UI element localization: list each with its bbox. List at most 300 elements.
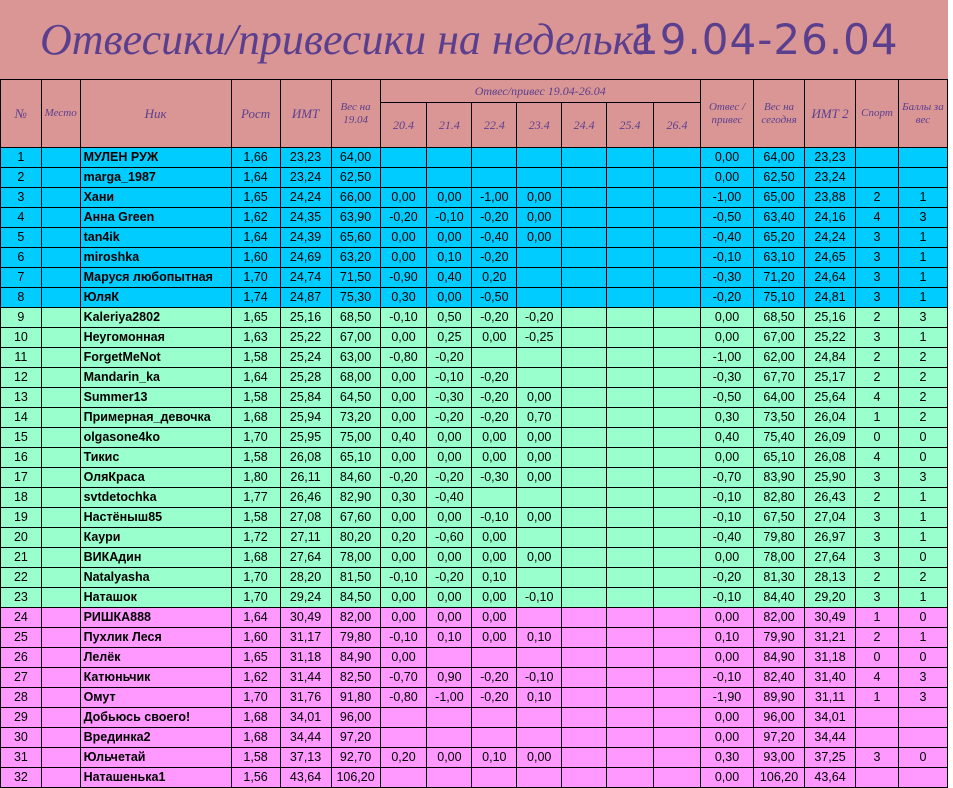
cell-day: 0,00 bbox=[472, 608, 517, 628]
cell-sport bbox=[856, 168, 899, 188]
cell-day bbox=[562, 688, 607, 708]
cell-bmi2: 31,21 bbox=[805, 628, 856, 648]
cell-day: -0,20 bbox=[472, 308, 517, 328]
table-row bbox=[1, 208, 948, 228]
cell-day bbox=[517, 568, 562, 588]
cell-day: 0,00 bbox=[517, 448, 562, 468]
table-row bbox=[1, 328, 948, 348]
cell-weight-today: 96,00 bbox=[754, 708, 805, 728]
cell-day bbox=[653, 208, 700, 228]
cell-height: 1,65 bbox=[231, 648, 280, 668]
cell-day: 0,00 bbox=[517, 428, 562, 448]
cell-num: 30 bbox=[1, 728, 42, 748]
cell-change: -0,20 bbox=[700, 568, 753, 588]
cell-points: 0 bbox=[898, 428, 947, 448]
cell-bmi: 26,46 bbox=[280, 488, 331, 508]
cell-day bbox=[427, 708, 472, 728]
cell-bmi: 25,24 bbox=[280, 348, 331, 368]
cell-place bbox=[41, 428, 80, 448]
cell-weight-start: 96,00 bbox=[331, 708, 380, 728]
cell-nick: Наташок bbox=[80, 588, 231, 608]
table-row bbox=[1, 168, 948, 188]
cell-place bbox=[41, 568, 80, 588]
cell-place bbox=[41, 688, 80, 708]
cell-height: 1,70 bbox=[231, 688, 280, 708]
cell-change: 0,00 bbox=[700, 708, 753, 728]
cell-day: 0,00 bbox=[380, 188, 427, 208]
cell-weight-start: 106,20 bbox=[331, 768, 380, 788]
cell-height: 1,70 bbox=[231, 588, 280, 608]
cell-day bbox=[562, 428, 607, 448]
cell-day bbox=[607, 708, 654, 728]
cell-day bbox=[562, 168, 607, 188]
cell-change: 0,40 bbox=[700, 428, 753, 448]
table-row bbox=[1, 548, 948, 568]
cell-points: 0 bbox=[898, 448, 947, 468]
cell-place bbox=[41, 448, 80, 468]
cell-points: 1 bbox=[898, 268, 947, 288]
cell-day: 0,00 bbox=[427, 748, 472, 768]
cell-points: 1 bbox=[898, 628, 947, 648]
cell-change: -0,20 bbox=[700, 288, 753, 308]
header-height: Рост bbox=[231, 80, 280, 148]
cell-weight-start: 80,20 bbox=[331, 528, 380, 548]
cell-sport: 0 bbox=[856, 648, 899, 668]
cell-day: -0,20 bbox=[472, 368, 517, 388]
cell-bmi2: 31,40 bbox=[805, 668, 856, 688]
cell-points: 1 bbox=[898, 508, 947, 528]
cell-num: 4 bbox=[1, 208, 42, 228]
cell-day bbox=[562, 388, 607, 408]
cell-bmi2: 25,22 bbox=[805, 328, 856, 348]
cell-day bbox=[653, 268, 700, 288]
cell-nick: Каури bbox=[80, 528, 231, 548]
cell-day: 0,10 bbox=[472, 748, 517, 768]
cell-weight-start: 75,30 bbox=[331, 288, 380, 308]
cell-points: 1 bbox=[898, 288, 947, 308]
cell-day bbox=[607, 568, 654, 588]
cell-height: 1,68 bbox=[231, 408, 280, 428]
cell-day bbox=[562, 188, 607, 208]
cell-day: -0,20 bbox=[472, 388, 517, 408]
cell-sport: 3 bbox=[856, 248, 899, 268]
cell-day: -0,10 bbox=[517, 588, 562, 608]
cell-day bbox=[562, 748, 607, 768]
cell-bmi: 29,24 bbox=[280, 588, 331, 608]
cell-day: -0,20 bbox=[472, 408, 517, 428]
cell-change: -0,10 bbox=[700, 668, 753, 688]
cell-sport: 2 bbox=[856, 568, 899, 588]
cell-weight-today: 67,70 bbox=[754, 368, 805, 388]
cell-height: 1,74 bbox=[231, 288, 280, 308]
cell-weight-start: 67,60 bbox=[331, 508, 380, 528]
cell-day: -0,25 bbox=[517, 328, 562, 348]
page-title bbox=[0, 0, 948, 79]
cell-change: 0,30 bbox=[700, 408, 753, 428]
table-row bbox=[1, 508, 948, 528]
cell-points bbox=[898, 148, 947, 168]
cell-day bbox=[653, 628, 700, 648]
cell-day bbox=[517, 268, 562, 288]
cell-day: -0,10 bbox=[427, 208, 472, 228]
cell-nick: Наташенька1 bbox=[80, 768, 231, 788]
cell-day bbox=[653, 388, 700, 408]
cell-weight-start: 82,50 bbox=[331, 668, 380, 688]
cell-nick: marga_1987 bbox=[80, 168, 231, 188]
cell-num: 9 bbox=[1, 308, 42, 328]
cell-day: 0,20 bbox=[472, 268, 517, 288]
cell-day: 0,00 bbox=[472, 628, 517, 648]
cell-place bbox=[41, 248, 80, 268]
cell-place bbox=[41, 308, 80, 328]
cell-sport: 3 bbox=[856, 508, 899, 528]
cell-day: 0,00 bbox=[380, 368, 427, 388]
cell-day bbox=[607, 168, 654, 188]
cell-day bbox=[653, 748, 700, 768]
cell-place bbox=[41, 268, 80, 288]
cell-weight-today: 65,20 bbox=[754, 228, 805, 248]
cell-day bbox=[607, 528, 654, 548]
cell-day: 0,00 bbox=[427, 548, 472, 568]
cell-change: -0,70 bbox=[700, 468, 753, 488]
cell-bmi2: 25,90 bbox=[805, 468, 856, 488]
table-row bbox=[1, 148, 948, 168]
cell-day: -0,20 bbox=[472, 248, 517, 268]
cell-num: 3 bbox=[1, 188, 42, 208]
cell-points: 0 bbox=[898, 748, 947, 768]
cell-weight-today: 84,40 bbox=[754, 588, 805, 608]
cell-bmi: 25,16 bbox=[280, 308, 331, 328]
cell-day bbox=[517, 248, 562, 268]
cell-sport: 4 bbox=[856, 388, 899, 408]
cell-weight-start: 65,60 bbox=[331, 228, 380, 248]
cell-nick: Пухлик Леся bbox=[80, 628, 231, 648]
cell-day bbox=[562, 728, 607, 748]
cell-day bbox=[653, 568, 700, 588]
cell-day bbox=[607, 648, 654, 668]
cell-day bbox=[653, 468, 700, 488]
cell-day bbox=[562, 528, 607, 548]
cell-num: 21 bbox=[1, 548, 42, 568]
table-row bbox=[1, 688, 948, 708]
cell-sport: 0 bbox=[856, 428, 899, 448]
cell-day bbox=[562, 708, 607, 728]
cell-place bbox=[41, 168, 80, 188]
cell-place bbox=[41, 468, 80, 488]
cell-day: -0,20 bbox=[380, 208, 427, 228]
cell-sport: 2 bbox=[856, 308, 899, 328]
cell-weight-start: 63,90 bbox=[331, 208, 380, 228]
cell-weight-start: 81,50 bbox=[331, 568, 380, 588]
cell-height: 1,58 bbox=[231, 388, 280, 408]
cell-bmi: 25,22 bbox=[280, 328, 331, 348]
cell-height: 1,62 bbox=[231, 668, 280, 688]
cell-day: 0,20 bbox=[380, 748, 427, 768]
cell-change: 0,00 bbox=[700, 648, 753, 668]
cell-nick: ВИКАдин bbox=[80, 548, 231, 568]
title-text: Отвесики/привесики на недельке bbox=[40, 15, 652, 64]
cell-day: -0,20 bbox=[517, 308, 562, 328]
cell-weight-start: 82,90 bbox=[331, 488, 380, 508]
cell-points: 2 bbox=[898, 388, 947, 408]
cell-num: 19 bbox=[1, 508, 42, 528]
cell-day bbox=[653, 248, 700, 268]
cell-change: 0,00 bbox=[700, 448, 753, 468]
cell-day bbox=[653, 528, 700, 548]
cell-num: 31 bbox=[1, 748, 42, 768]
cell-change: -1,90 bbox=[700, 688, 753, 708]
cell-day bbox=[562, 228, 607, 248]
table-row bbox=[1, 568, 948, 588]
cell-bmi: 24,74 bbox=[280, 268, 331, 288]
cell-height: 1,58 bbox=[231, 448, 280, 468]
cell-day: -0,40 bbox=[427, 488, 472, 508]
cell-weight-start: 79,80 bbox=[331, 628, 380, 648]
cell-weight-today: 64,00 bbox=[754, 148, 805, 168]
cell-day bbox=[472, 648, 517, 668]
cell-day bbox=[562, 368, 607, 388]
cell-bmi2: 26,09 bbox=[805, 428, 856, 448]
cell-day: -0,20 bbox=[427, 348, 472, 368]
cell-day bbox=[380, 708, 427, 728]
cell-weight-start: 63,00 bbox=[331, 348, 380, 368]
cell-day bbox=[607, 208, 654, 228]
cell-height: 1,58 bbox=[231, 508, 280, 528]
cell-points: 2 bbox=[898, 568, 947, 588]
cell-day bbox=[562, 408, 607, 428]
header-day: 22.4 bbox=[472, 103, 517, 148]
cell-day bbox=[607, 688, 654, 708]
table-row bbox=[1, 228, 948, 248]
header-daily-group: Отвес/привес 19.04-26.04 bbox=[380, 80, 700, 103]
cell-place bbox=[41, 368, 80, 388]
cell-sport: 2 bbox=[856, 368, 899, 388]
cell-points: 3 bbox=[898, 208, 947, 228]
cell-bmi: 25,95 bbox=[280, 428, 331, 448]
cell-weight-start: 84,50 bbox=[331, 588, 380, 608]
cell-points: 1 bbox=[898, 328, 947, 348]
cell-nick: olgasone4ko bbox=[80, 428, 231, 448]
cell-weight-today: 97,20 bbox=[754, 728, 805, 748]
cell-day bbox=[380, 728, 427, 748]
cell-bmi2: 26,97 bbox=[805, 528, 856, 548]
cell-change: 0,30 bbox=[700, 748, 753, 768]
cell-bmi2: 37,25 bbox=[805, 748, 856, 768]
cell-nick: Примерная_девочка bbox=[80, 408, 231, 428]
cell-day bbox=[653, 728, 700, 748]
cell-bmi2: 24,64 bbox=[805, 268, 856, 288]
cell-day bbox=[653, 308, 700, 328]
cell-num: 7 bbox=[1, 268, 42, 288]
cell-nick: РИШКА888 bbox=[80, 608, 231, 628]
cell-day bbox=[653, 708, 700, 728]
cell-day bbox=[653, 348, 700, 368]
cell-day bbox=[653, 188, 700, 208]
cell-day bbox=[653, 328, 700, 348]
cell-day bbox=[653, 408, 700, 428]
cell-bmi: 25,84 bbox=[280, 388, 331, 408]
cell-weight-today: 93,00 bbox=[754, 748, 805, 768]
cell-change: -0,10 bbox=[700, 248, 753, 268]
cell-day bbox=[517, 348, 562, 368]
cell-day bbox=[562, 248, 607, 268]
cell-weight-today: 89,90 bbox=[754, 688, 805, 708]
cell-day bbox=[517, 168, 562, 188]
cell-height: 1,60 bbox=[231, 248, 280, 268]
cell-bmi2: 25,17 bbox=[805, 368, 856, 388]
cell-bmi2: 24,16 bbox=[805, 208, 856, 228]
cell-height: 1,72 bbox=[231, 528, 280, 548]
cell-day bbox=[562, 668, 607, 688]
cell-day bbox=[607, 448, 654, 468]
cell-day bbox=[607, 148, 654, 168]
cell-sport: 2 bbox=[856, 488, 899, 508]
cell-day: -0,10 bbox=[427, 368, 472, 388]
cell-points bbox=[898, 728, 947, 748]
cell-day bbox=[562, 268, 607, 288]
cell-bmi: 31,18 bbox=[280, 648, 331, 668]
cell-day bbox=[517, 708, 562, 728]
cell-day bbox=[607, 488, 654, 508]
cell-nick: miroshka bbox=[80, 248, 231, 268]
cell-sport: 3 bbox=[856, 528, 899, 548]
cell-weight-today: 64,00 bbox=[754, 388, 805, 408]
cell-num: 25 bbox=[1, 628, 42, 648]
cell-day bbox=[562, 348, 607, 368]
cell-day bbox=[607, 748, 654, 768]
cell-place bbox=[41, 528, 80, 548]
cell-points: 1 bbox=[898, 188, 947, 208]
cell-num: 26 bbox=[1, 648, 42, 668]
cell-day bbox=[607, 248, 654, 268]
cell-points: 3 bbox=[898, 308, 947, 328]
cell-bmi: 25,28 bbox=[280, 368, 331, 388]
cell-bmi: 26,11 bbox=[280, 468, 331, 488]
cell-bmi: 37,13 bbox=[280, 748, 331, 768]
cell-day bbox=[607, 188, 654, 208]
cell-day bbox=[427, 148, 472, 168]
cell-day bbox=[653, 668, 700, 688]
cell-day bbox=[380, 168, 427, 188]
cell-change: 0,00 bbox=[700, 328, 753, 348]
cell-place bbox=[41, 548, 80, 568]
cell-nick: Анна Green bbox=[80, 208, 231, 228]
cell-day: 0,00 bbox=[517, 548, 562, 568]
cell-weight-start: 62,50 bbox=[331, 168, 380, 188]
cell-bmi2: 30,49 bbox=[805, 608, 856, 628]
cell-height: 1,65 bbox=[231, 308, 280, 328]
table-row bbox=[1, 728, 948, 748]
cell-place bbox=[41, 188, 80, 208]
table-row bbox=[1, 628, 948, 648]
cell-change: -0,30 bbox=[700, 368, 753, 388]
cell-place bbox=[41, 208, 80, 228]
cell-day: 0,20 bbox=[380, 528, 427, 548]
cell-day: 0,00 bbox=[427, 288, 472, 308]
cell-day bbox=[607, 228, 654, 248]
cell-place bbox=[41, 408, 80, 428]
cell-weight-start: 84,60 bbox=[331, 468, 380, 488]
cell-place bbox=[41, 388, 80, 408]
cell-change: 0,00 bbox=[700, 308, 753, 328]
header-bmi: ИМТ bbox=[280, 80, 331, 148]
cell-day bbox=[472, 168, 517, 188]
table-row bbox=[1, 468, 948, 488]
cell-place bbox=[41, 348, 80, 368]
cell-change: 0,00 bbox=[700, 728, 753, 748]
cell-change: 0,10 bbox=[700, 628, 753, 648]
cell-day bbox=[562, 608, 607, 628]
cell-day: -0,20 bbox=[472, 688, 517, 708]
cell-day: -0,30 bbox=[472, 468, 517, 488]
cell-bmi2: 34,44 bbox=[805, 728, 856, 748]
cell-points: 0 bbox=[898, 548, 947, 568]
cell-height: 1,68 bbox=[231, 728, 280, 748]
cell-bmi2: 29,20 bbox=[805, 588, 856, 608]
cell-num: 5 bbox=[1, 228, 42, 248]
cell-bmi2: 26,04 bbox=[805, 408, 856, 428]
cell-day bbox=[517, 648, 562, 668]
table-row bbox=[1, 488, 948, 508]
cell-bmi: 23,24 bbox=[280, 168, 331, 188]
cell-points: 1 bbox=[898, 248, 947, 268]
table-row bbox=[1, 188, 948, 208]
cell-place bbox=[41, 148, 80, 168]
cell-day: 0,00 bbox=[517, 508, 562, 528]
cell-bmi2: 24,81 bbox=[805, 288, 856, 308]
cell-day: -0,10 bbox=[380, 308, 427, 328]
cell-num: 29 bbox=[1, 708, 42, 728]
cell-change: 0,00 bbox=[700, 608, 753, 628]
cell-bmi: 27,64 bbox=[280, 548, 331, 568]
cell-points: 1 bbox=[898, 488, 947, 508]
cell-day bbox=[562, 148, 607, 168]
table-row bbox=[1, 288, 948, 308]
cell-sport: 3 bbox=[856, 328, 899, 348]
header-points: Баллы за вес bbox=[898, 80, 947, 148]
cell-change: 0,00 bbox=[700, 148, 753, 168]
cell-points: 1 bbox=[898, 588, 947, 608]
cell-day bbox=[517, 488, 562, 508]
cell-day: 0,00 bbox=[380, 608, 427, 628]
cell-points: 2 bbox=[898, 368, 947, 388]
cell-bmi: 24,39 bbox=[280, 228, 331, 248]
cell-nick: ForgetMeNot bbox=[80, 348, 231, 368]
cell-place bbox=[41, 608, 80, 628]
cell-day bbox=[427, 728, 472, 748]
cell-day: 0,00 bbox=[472, 528, 517, 548]
cell-points: 2 bbox=[898, 348, 947, 368]
header-change: Отвес /привес bbox=[700, 80, 753, 148]
cell-nick: Омут bbox=[80, 688, 231, 708]
cell-day bbox=[607, 468, 654, 488]
cell-num: 27 bbox=[1, 668, 42, 688]
cell-weight-today: 82,40 bbox=[754, 668, 805, 688]
cell-sport: 2 bbox=[856, 348, 899, 368]
cell-height: 1,58 bbox=[231, 748, 280, 768]
cell-weight-today: 65,00 bbox=[754, 188, 805, 208]
cell-weight-start: 65,10 bbox=[331, 448, 380, 468]
cell-day bbox=[427, 168, 472, 188]
cell-nick: Добьюсь своего! bbox=[80, 708, 231, 728]
cell-num: 23 bbox=[1, 588, 42, 608]
header-sport: Спорт bbox=[856, 80, 899, 148]
cell-place bbox=[41, 668, 80, 688]
cell-day: -0,20 bbox=[427, 568, 472, 588]
cell-change: -0,50 bbox=[700, 388, 753, 408]
cell-weight-today: 68,50 bbox=[754, 308, 805, 328]
cell-day bbox=[653, 488, 700, 508]
